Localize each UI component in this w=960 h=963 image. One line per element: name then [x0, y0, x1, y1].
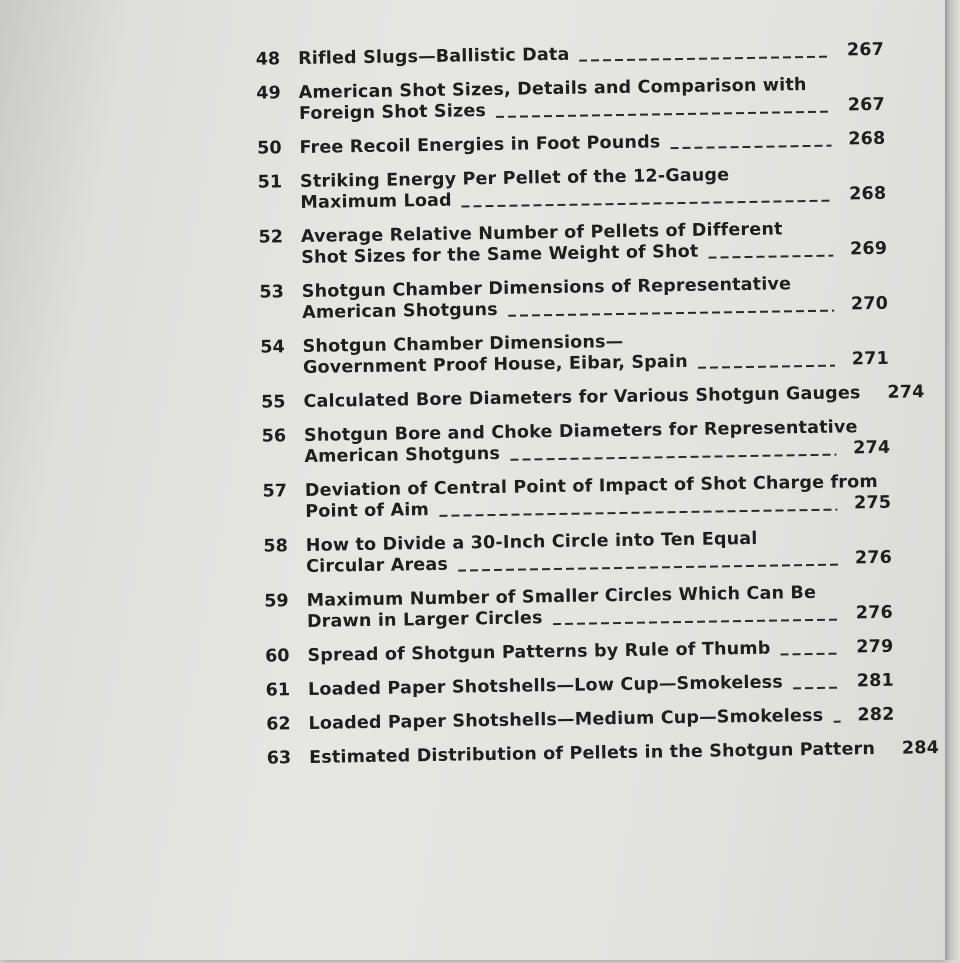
- table-number: 49: [237, 83, 300, 126]
- table-number: 60: [245, 646, 307, 668]
- table-number: 58: [244, 536, 307, 579]
- page-number: 268: [841, 129, 885, 151]
- entry-title: How to Divide a 30-Inch Circle into Ten Equal: [306, 529, 758, 557]
- entry-line: [307, 637, 893, 667]
- table-entry: [241, 328, 890, 380]
- table-number: 57: [243, 481, 306, 524]
- leader-dashes: [793, 686, 840, 689]
- table-number: 62: [246, 714, 308, 736]
- leader-dashes: [709, 254, 834, 258]
- leader-dashes: [439, 508, 837, 516]
- entry-title: Deviation of Central Point of Impact of Shot Charge from: [305, 472, 878, 502]
- entry-title: Estimated Distribution of Pellets in the Shotgun Pattern: [309, 739, 875, 769]
- table-entry: [236, 40, 884, 71]
- table-number: 48: [236, 49, 298, 71]
- table-entry-body: [305, 472, 892, 523]
- table-entry-body: [303, 328, 890, 379]
- leader-dashes: [781, 652, 840, 655]
- entry-title: Foreign Shot Sizes: [299, 101, 486, 125]
- entry-title: American Shot Sizes, Details and Comparison with: [299, 75, 807, 104]
- page-number: 268: [842, 184, 886, 206]
- entry-line: [299, 129, 885, 159]
- table-number: 59: [245, 591, 308, 634]
- entry-line: [308, 671, 894, 701]
- entry-title: Maximum Load: [300, 191, 452, 214]
- leader-dashes: [698, 364, 835, 368]
- entry-title: Striking Energy Per Pellet of the 12-Gauge: [300, 165, 730, 193]
- page-number: 271: [845, 349, 889, 371]
- entry-title: Shotgun Bore and Choke Diameters for Representative: [304, 417, 858, 447]
- table-entry-body: [299, 74, 886, 125]
- table-number: 53: [240, 282, 303, 325]
- table-entry: [240, 273, 889, 325]
- entry-title: Circular Areas: [306, 555, 448, 578]
- table-number: 63: [247, 748, 309, 770]
- entry-title: American Shotguns: [302, 300, 498, 324]
- table-entry: [242, 417, 891, 469]
- table-entry-body: [307, 637, 893, 667]
- book-spine-edge: [945, 0, 960, 960]
- page-number: 267: [841, 95, 885, 117]
- table-entry: [245, 637, 893, 668]
- entry-title: Free Recoil Energies in Foot Pounds: [299, 132, 660, 159]
- table-entry-body: [307, 582, 894, 633]
- entry-title: Loaded Paper Shotshells—Medium Cup—Smokeless: [308, 706, 823, 735]
- page-number: 274: [880, 382, 924, 404]
- table-number: 50: [237, 138, 299, 160]
- table-entry: [245, 582, 894, 634]
- leader-dashes: [462, 199, 833, 207]
- page-number: 279: [849, 637, 893, 659]
- entry-title: Spread of Shotgun Patterns by Rule of Thumb: [307, 639, 770, 667]
- entry-title: Shotgun Chamber Dimensions—: [303, 332, 624, 358]
- leader-dashes: [496, 110, 831, 117]
- table-list: [236, 40, 895, 783]
- table-entry-body: [303, 382, 924, 413]
- entry-title: Shotgun Chamber Dimensions of Representative: [302, 274, 792, 303]
- table-entry: [244, 527, 893, 579]
- page-number: 270: [844, 294, 888, 316]
- table-entry: [243, 472, 892, 524]
- table-entry: [238, 163, 887, 215]
- table-entry: [237, 129, 885, 160]
- entry-title: Maximum Number of Smaller Circles Which Can Be: [307, 583, 817, 612]
- entry-title: Rifled Slugs—Ballistic Data: [298, 45, 570, 70]
- table-entry: [237, 74, 886, 126]
- entry-title: Government Proof House, Eibar, Spain: [303, 352, 688, 379]
- entry-line: [303, 382, 924, 413]
- entry-title: Average Relative Number of Pellets of Different: [301, 219, 783, 248]
- table-entry-body: [298, 40, 884, 70]
- entry-line: [308, 705, 894, 735]
- page-number: 282: [850, 705, 894, 727]
- entry-title: American Shotguns: [304, 444, 500, 468]
- leader-dashes: [508, 309, 834, 316]
- page-number: 269: [843, 239, 887, 261]
- table-number: 55: [241, 392, 303, 414]
- table-number: 56: [242, 426, 305, 469]
- entry-title: Point of Aim: [305, 500, 429, 523]
- table-entry-body: [309, 738, 939, 769]
- table-number: 54: [241, 337, 304, 380]
- leader-dashes: [458, 563, 838, 571]
- leader-dashes: [833, 720, 840, 722]
- leader-dashes: [580, 55, 831, 61]
- page-number: 276: [849, 603, 893, 625]
- table-entry: [246, 671, 894, 702]
- page-number: 275: [847, 493, 891, 515]
- table-entry-body: [306, 527, 893, 578]
- table-entry-body: [308, 671, 894, 701]
- entry-title: Calculated Bore Diameters for Various Shotgun Gauges: [303, 383, 860, 413]
- entry-title: Drawn in Larger Circles: [307, 608, 543, 633]
- entry-line: [309, 738, 939, 769]
- page-number: 267: [840, 40, 884, 62]
- page-number: 284: [895, 738, 939, 760]
- leader-dashes: [510, 453, 836, 460]
- page-number: 281: [850, 671, 894, 693]
- entry-line: [298, 40, 884, 70]
- table-number: 52: [239, 227, 302, 270]
- entry-title: Loaded Paper Shotshells—Low Cup—Smokeless: [308, 672, 783, 700]
- table-entry-body: [300, 163, 887, 214]
- leader-dashes: [671, 144, 832, 149]
- page-number: 274: [846, 438, 890, 460]
- table-entry-body: [301, 218, 888, 269]
- table-entry: [247, 739, 895, 770]
- page-number: 276: [848, 548, 892, 570]
- table-entry-body: [308, 705, 894, 735]
- entry-title: Shot Sizes for the Same Weight of Shot: [301, 242, 699, 269]
- table-entry: [246, 705, 894, 736]
- table-entry-body: [299, 129, 885, 159]
- table-entry-body: [304, 417, 891, 468]
- table-number: 51: [238, 172, 301, 215]
- table-number: 61: [246, 680, 308, 702]
- leader-dashes: [553, 618, 839, 624]
- table-entry-body: [302, 273, 889, 324]
- table-entry: [239, 218, 888, 270]
- table-entry: [241, 383, 889, 414]
